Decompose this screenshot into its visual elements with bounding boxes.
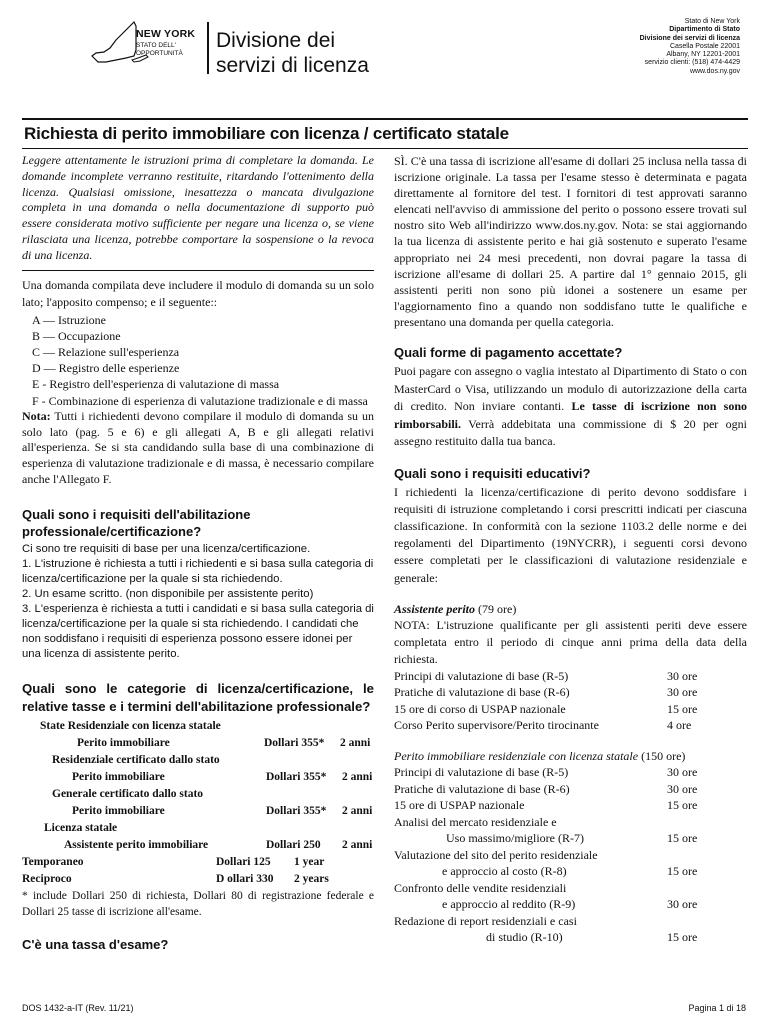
dept-line: Dipartimento di Stato — [669, 26, 740, 34]
course-name-line: e approccio al costo (R-8) — [442, 864, 567, 879]
list-item: C — Relazione sull'esperienza — [32, 344, 180, 359]
course-name-line: 15 ore di USPAP nazionale — [394, 798, 525, 813]
division-title-line-1: Divisione dei — [216, 29, 336, 52]
education-text: I richiedenti la licenza/certificazione di perito devono soddisfare i requisiti di istruzione completando i corsi prescritti indicati per ciascuna classificazione. In conformità con la sezione 1103.2 delle norme e dei regolamenti del Dipartimento (19NYCRR), i seguenti corsi devono essere completati per le classificazioni di valutazione residenziale e generale: — [394, 484, 747, 585]
title-rule — [22, 148, 748, 149]
fee-row — [22, 837, 374, 854]
requirements-block — [22, 542, 374, 662]
instructions-intro: Leggere attentamente le istruzioni prima di completare la domanda. Le domande incomplete verranno restituite, ritardando l'ottenimento della licenza. Qualsiasi omissione, inesattezza o mancata divulgazione completa in una domanda o nella documentazione di supporto può essere considerata motivo sufficiente per negare una licenza o, se viene rilasciata una licenza, potrebbe comportare la sospensione o la revoca di una licenza. — [22, 153, 374, 262]
heading-pagamento: Quali forme di pagamento accettate? — [394, 345, 623, 361]
fee-row — [22, 871, 374, 888]
note-label: Nota: — [22, 408, 51, 423]
fee-category: Reciproco — [22, 872, 72, 885]
residenziale-course-list — [394, 764, 747, 946]
list-item: E - Registro dell'esperienza di valutazione di massa — [32, 377, 280, 392]
left-column — [22, 151, 374, 955]
list-item: 3. L'esperienza è richiesta a tutti i candidati e si basa sulla categoria di licenza/certificazione per la quale si sta richiedendo. I candidati che non soddisfano i requisiti di esperienza possono essere idonei per una licenza di assistente perito. — [22, 602, 374, 660]
course-hours: 15 ore — [667, 930, 698, 945]
note-paragraph — [22, 409, 374, 488]
header-rule — [22, 118, 748, 120]
fee-category: Generale certificato dallo stato — [52, 787, 204, 800]
course-row — [394, 764, 747, 781]
intro-divider — [22, 270, 374, 271]
course-hours: 4 ore — [667, 718, 692, 733]
fee-term: 2 years — [294, 872, 329, 885]
fee-term: 2 anni — [342, 804, 373, 817]
fee-category: Assistente perito immobiliare — [64, 838, 209, 851]
course-name — [394, 847, 598, 880]
attachment-list — [22, 312, 374, 409]
note-text: Tutti i richiedenti devono compilare il modulo di domanda su un solo lato (pag. 5 e 6) e gli allegati A, B e gli allegati relativi all'esperienza. Se si sta candidando sulla base di una combinazione di esperienza di valutazione tradizionale e di massa, è necessario compilare anche l'Allegato F. — [22, 408, 374, 486]
assistente-course-list — [394, 668, 747, 734]
assistente-hours: (79 ore) — [475, 601, 517, 616]
course-row — [394, 684, 747, 701]
exam-fee-text: SÌ. C'è una tassa di iscrizione all'esame di dollari 25 inclusa nella tassa di iscrizione originale. La tassa per l'esame stesso è determinata e pagata direttamente al fornitore del test. I fornitori di test approvati saranno elencati nell'avviso di ammissione del perito o possono essere trovati sul nostro sito Web all'indirizzo www.dos.ny.gov. Nota: se stai aggiornando la tua licenza di assistente perito e hai già sostenuto e superato l'esame appropriato nei 24 mesi precedenti, non dovrai pagare la tassa di iscrizione all'esame di dollari 25. A partire dal 1° gennaio 2015, gli assistenti periti non sono più idonei a sostenere un esame per l'aggiornamento fino a quando non soddisfano tutte le qualifiche e presentano una domanda per quella categoria. — [394, 154, 747, 329]
heading-requisiti: Quali sono i requisiti dell'abilitazione professionale/certificazione? — [22, 506, 251, 539]
heading-categorie: Quali sono le categorie di licenza/certificazione, le relative tasse e i termini dell'abilitazione professionale? — [22, 680, 374, 714]
fee-category: Temporaneo — [22, 855, 84, 868]
list-item: F - Combinazione di esperienza di valutazione tradizionale e di massa — [32, 393, 368, 408]
residenziale-hours: (150 ore) — [638, 748, 686, 763]
course-name: 15 ore di corso di USPAP nazionale — [394, 701, 566, 716]
requirements-intro: Ci sono tre requisiti di base per una licenza/certificazione. — [22, 542, 311, 555]
fee-amount: Dollari 125 — [216, 855, 271, 868]
fee-row — [22, 735, 374, 752]
fee-table — [22, 718, 374, 888]
course-row — [394, 668, 747, 685]
course-name-line: Uso massimo/migliore (R-7) — [446, 831, 584, 846]
assistente-title: Assistente perito — [394, 601, 476, 616]
course-name-line: di studio (R-10) — [486, 930, 563, 945]
residenziale-section-title — [394, 748, 747, 764]
fee-row — [22, 786, 374, 803]
course-hours: 30 ore — [667, 668, 698, 683]
course-row — [394, 701, 747, 718]
dept-line: Casella Postale 22001 — [669, 42, 740, 50]
course-hours: 15 ore — [667, 701, 698, 716]
list-item: B — Occupazione — [32, 328, 121, 343]
course-row — [394, 847, 747, 880]
form-identifier: DOS 1432-a-IT (Rev. 11/21) — [22, 1003, 134, 1013]
dept-line: Stato di New York — [684, 18, 740, 25]
fee-row — [22, 854, 374, 871]
dept-line: servizio clienti: (518) 474-4429 — [644, 59, 740, 67]
course-name — [394, 797, 524, 814]
course-hours: 30 ore — [667, 765, 698, 780]
course-name-line: Analisi del mercato residenziale e — [394, 814, 557, 829]
heading-esame: C'è una tassa d'esame? — [22, 936, 169, 952]
fee-amount: Dollari 355* — [264, 736, 325, 749]
fee-amount: Dollari 250 — [266, 838, 321, 851]
course-name — [394, 913, 577, 946]
residenziale-title: Perito immobiliare residenziale con licenza statale — [394, 748, 639, 763]
fee-row — [22, 718, 374, 735]
fee-category: Licenza statale — [44, 821, 118, 834]
fee-row — [22, 820, 374, 837]
course-hours: 30 ore — [667, 685, 698, 700]
assistente-section-title — [394, 601, 747, 617]
logo-divider — [207, 22, 209, 74]
fee-footnote: * include Dollari 250 di richiesta, Dollari 80 di registrazione federale e Dollari 25 tasse di iscrizione all'esame. — [22, 889, 374, 918]
fee-row — [22, 803, 374, 820]
list-item: 1. L'istruzione è richiesta a tutti i richiedenti e si basa sulla categoria di licenza/certificazione per la quale si sta richiedendo. — [22, 557, 374, 585]
fee-row — [22, 769, 374, 786]
course-name — [394, 814, 584, 847]
fee-category: State Residenziale con licenza statale — [40, 719, 221, 732]
fee-amount: D ollari 330 — [216, 872, 274, 885]
dept-website-link[interactable]: www.dos.ny.gov — [689, 67, 740, 75]
fee-amount: Dollari 355* — [266, 804, 327, 817]
fee-term: 1 year — [294, 855, 325, 868]
list-item: D — Registro delle esperienze — [32, 361, 180, 376]
course-name-line: e approccio al reddito (R-9) — [442, 897, 576, 912]
course-row — [394, 797, 747, 814]
course-hours: 15 ore — [667, 864, 698, 879]
course-hours: 15 ore — [667, 798, 698, 813]
payment-text — [394, 363, 747, 451]
course-hours: 30 ore — [667, 897, 698, 912]
list-item: 2. Un esame scritto. (non disponibile per assistente perito) — [22, 587, 314, 600]
payment-text-2: Verrà addebitata una commissione di $ 20 per ogni assegno restituito dalla tua banca. — [394, 416, 747, 449]
fee-category: Perito immobiliare — [72, 770, 165, 783]
fee-term: 2 anni — [340, 736, 371, 749]
fee-category: Perito immobiliare — [72, 804, 165, 817]
dept-line: Divisione dei servizi di licenza — [639, 34, 740, 42]
course-name — [394, 880, 575, 913]
page-title: Richiesta di perito immobiliare con licenza / certificato statale — [24, 124, 509, 143]
logo-wordmark: NEW YORK — [136, 28, 196, 40]
course-hours: 30 ore — [667, 781, 698, 796]
course-name-line: Valutazione del sito del perito residenziale — [394, 847, 598, 862]
division-title — [216, 28, 416, 78]
course-name: Pratiche di valutazione di base (R-6) — [394, 685, 570, 700]
dept-line: Albany, NY 12201-2001 — [666, 51, 740, 59]
course-row — [394, 913, 747, 946]
page-number: Pagina 1 di 18 — [688, 1003, 746, 1013]
course-name-line: Redazione di report residenziali e casi — [394, 913, 577, 928]
course-row — [394, 814, 747, 847]
payment-nonrefundable: Le tasse di iscrizione non sono rimborsabili. — [394, 399, 747, 431]
payment-text-1: Puoi pagare con assegno o vaglia intestato al Dipartimento di Stato o con MasterCard o Visa, utilizzando un modulo di autorizzazione della carta di credito. Non inviare contanti. — [394, 364, 747, 414]
course-name-line: Principi di valutazione di base (R-5) — [394, 765, 569, 780]
application-text: Una domanda compilata deve includere il modulo di domanda su un solo lato; l'apposito compenso; e il seguente:: — [22, 277, 374, 309]
course-row — [394, 717, 747, 734]
course-name-line: Confronto delle vendite residenziali — [394, 880, 567, 895]
fee-category: Perito immobiliare — [77, 736, 170, 749]
course-row — [394, 781, 747, 798]
division-title-line-2: servizi di licenza — [216, 54, 369, 77]
fee-category: Residenziale certificato dallo stato — [52, 753, 220, 766]
fee-term: 2 anni — [342, 770, 373, 783]
list-item: A — Istruzione — [32, 312, 106, 327]
heading-educativi: Quali sono i requisiti educativi? — [394, 465, 591, 481]
course-row — [394, 880, 747, 913]
fee-term: 2 anni — [342, 838, 373, 851]
course-name: Principi di valutazione di base (R-5) — [394, 668, 569, 683]
course-name-line: Pratiche di valutazione di base (R-6) — [394, 781, 570, 796]
fee-row — [22, 752, 374, 769]
assistente-note: NOTA: L'istruzione qualificante per gli assistenti periti deve essere completata entro il periodo di cinque anni prima della data della richiesta. — [394, 617, 747, 666]
fee-amount: Dollari 355* — [266, 770, 327, 783]
department-address — [520, 18, 740, 76]
course-name: Corso Perito supervisore/Perito tirocinante — [394, 718, 599, 733]
right-column — [394, 151, 747, 946]
logo-tagline: STATO DELL' OPPORTUNITÀ — [136, 42, 183, 57]
course-name — [394, 781, 570, 798]
course-hours: 15 ore — [667, 831, 698, 846]
course-name — [394, 764, 568, 781]
